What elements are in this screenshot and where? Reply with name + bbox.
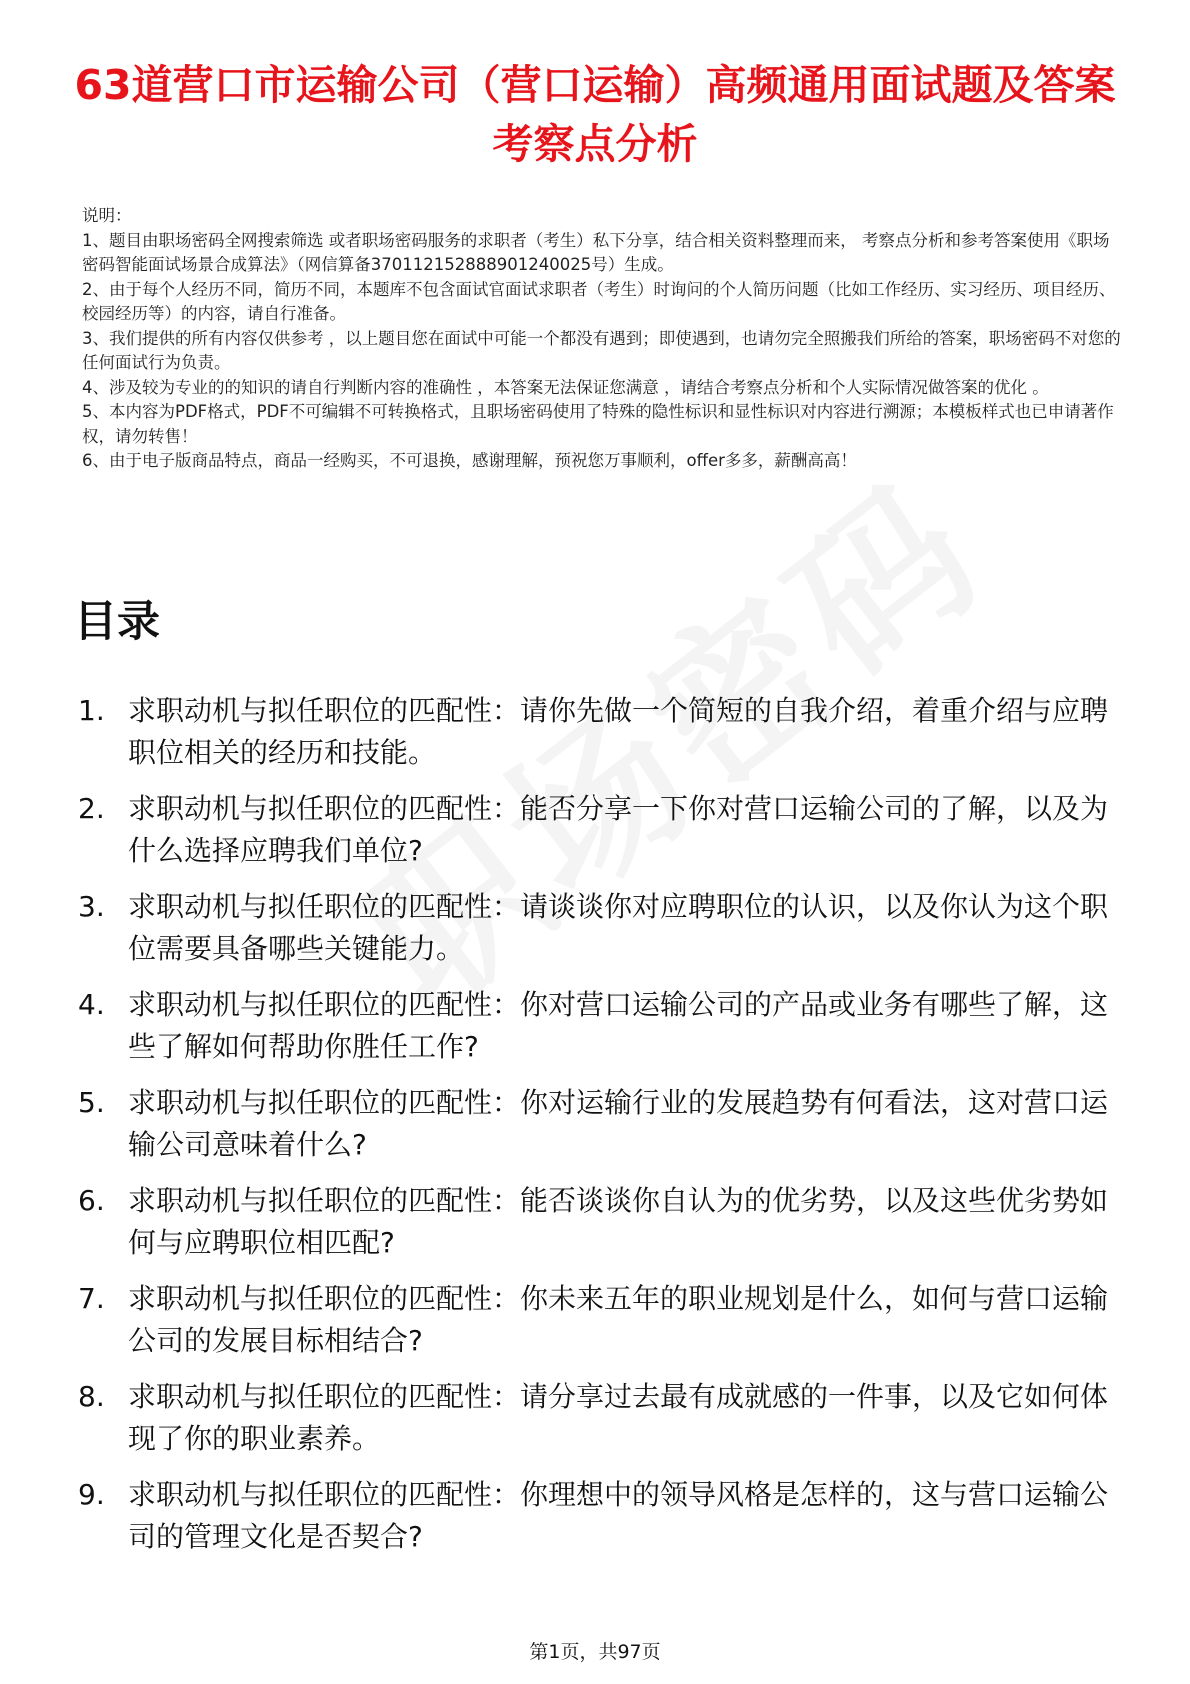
toc-item-number: 9. — [78, 1478, 105, 1511]
note-item: 4、涉及较为专业的的知识的请自行判断内容的准确性 ，本答案无法保证您满意 ，请结合考察点分析和个人实际情况做答案的优化 。 — [82, 377, 1049, 397]
note-item: 6、由于电子版商品特点，商品一经购买，不可退换，感谢理解，预祝您万事顺利，offer多多，薪酬高高！ — [82, 451, 857, 470]
toc-item-text: 求职动机与拟任职位的匹配性：你对运输行业的发展趋势有何看法，这对营口运输公司意味着什么? — [128, 1086, 1109, 1161]
toc-item[interactable] — [78, 1180, 1128, 1264]
toc-item[interactable] — [78, 788, 1128, 872]
note-item: 5、本内容为PDF格式，PDF不可编辑不可转换格式，且职场密码使用了特殊的隐性标识和显性标识对内容进行溯源；本模板样式也已申请著作权，请勿转售！ — [82, 402, 1114, 446]
toc-item-number: 1. — [78, 694, 105, 727]
notes-heading: 说明： — [82, 206, 132, 225]
toc-item[interactable] — [78, 690, 1128, 774]
page-number-footer: 第1页，共97页 — [529, 1641, 661, 1663]
toc-item[interactable] — [78, 1376, 1128, 1460]
toc-item-text: 求职动机与拟任职位的匹配性：能否分享一下你对营口运输公司的了解，以及为什么选择应聘我们单位? — [128, 792, 1109, 867]
toc-item-number: 5. — [78, 1086, 105, 1119]
toc-item-number: 2. — [78, 792, 105, 825]
toc-item-text: 求职动机与拟任职位的匹配性：请你先做一个简短的自我介绍，着重介绍与应聘职位相关的经历和技能。 — [128, 694, 1109, 769]
toc-item-text: 求职动机与拟任职位的匹配性：请分享过去最有成就感的一件事，以及它如何体现了你的职业素养。 — [128, 1380, 1109, 1455]
toc-item[interactable] — [78, 1082, 1128, 1166]
toc-item-number: 7. — [78, 1282, 105, 1315]
toc-item[interactable] — [78, 1278, 1128, 1362]
toc-item-number: 8. — [78, 1380, 105, 1413]
toc-heading: 目录 — [74, 597, 160, 647]
toc-item[interactable] — [78, 984, 1128, 1068]
toc-item[interactable] — [78, 886, 1128, 970]
note-item: 1、题目由职场密码全网搜索筛选 或者职场密码服务的求职者（考生）私下分享，结合相关资料整理而来， 考察点分析和参考答案使用《职场密码智能面试场景合成算法》（网信算备370112152888901240025号）生成。 — [82, 230, 1110, 274]
document-title: 63道营口市运输公司（营口运输）高频通用面试题及答案考察点分析 — [74, 61, 1116, 168]
toc-item-text: 求职动机与拟任职位的匹配性：你对营口运输公司的产品或业务有哪些了解，这些了解如何帮助你胜任工作? — [128, 988, 1109, 1063]
note-item: 3、我们提供的所有内容仅供参考 ，以上题目您在面试中可能一个都没有遇到；即使遇到，也请勿完全照搬我们所给的答案，职场密码不对您的任何面试行为负责。 — [82, 328, 1121, 372]
note-item: 2、由于每个人经历不同，简历不同，本题库不包含面试官面试求职者（考生）时询问的个人简历问题（比如工作经历、实习经历、项目经历、校园经历等）的内容，请自行准备。 — [82, 279, 1116, 323]
notes-section — [82, 204, 1122, 474]
toc-item-number: 4. — [78, 988, 105, 1021]
toc-item-number: 3. — [78, 890, 105, 923]
table-of-contents — [78, 690, 1128, 1572]
toc-item[interactable] — [78, 1474, 1128, 1558]
toc-item-text: 求职动机与拟任职位的匹配性：你未来五年的职业规划是什么，如何与营口运输公司的发展目标相结合? — [128, 1282, 1109, 1357]
toc-item-text: 求职动机与拟任职位的匹配性：你理想中的领导风格是怎样的，这与营口运输公司的管理文化是否契合? — [128, 1478, 1109, 1553]
toc-item-text: 求职动机与拟任职位的匹配性：能否谈谈你自认为的优劣势，以及这些优劣势如何与应聘职位相匹配? — [128, 1184, 1109, 1259]
toc-item-text: 求职动机与拟任职位的匹配性：请谈谈你对应聘职位的认识，以及你认为这个职位需要具备哪些关键能力。 — [128, 890, 1109, 965]
toc-item-number: 6. — [78, 1184, 105, 1217]
